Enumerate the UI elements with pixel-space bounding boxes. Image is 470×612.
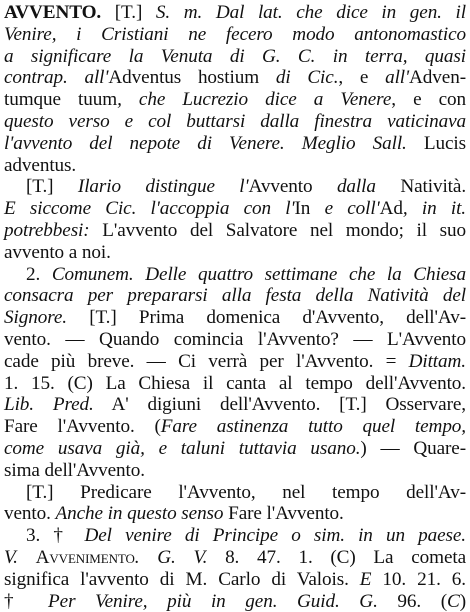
sense-3 [4,525,466,612]
text-run: Ad [379,198,403,220]
text-line [4,220,466,242]
paragraph-ilario [4,176,466,263]
text-run: adventus. [4,154,77,176]
text-line [4,373,466,395]
text-line [4,111,466,133]
text-run: Lucis [406,132,466,154]
text-run: In [294,198,325,220]
text-line [4,503,466,525]
text-run: Anche in questo senso [55,503,224,525]
text-run: dalla [336,176,401,198]
text-run: Comunem. Delle quattro settimane che la Chiesa [51,263,466,285]
text-run: AVVENTO. [4,2,102,23]
text-run: cade più breve. — Ci verrà per l'Avvento. = [4,350,409,372]
text-run: 8. 47. 1. (C) La cometa [207,546,467,568]
text-line [4,155,466,177]
text-run: e coll' [324,198,380,220]
text-run: come usava già, e taluni tuttavia usano. [4,437,361,459]
text-run: , e [338,67,386,89]
text-run: ) — Quare- [360,437,466,459]
text-run: a significare la Venuta di G. C. in terra, quasi [4,45,466,67]
text-line [4,460,466,482]
text-run: E [359,568,372,590]
text-run: , e con [391,89,466,111]
text-run: Natività. [400,176,467,198]
paragraph-predicare [4,482,466,526]
text-line [4,2,466,24]
text-run: vento. [4,503,56,525]
text-run: V. [4,546,36,568]
text-run: , che Lucrezio dice a Venere [117,89,392,111]
sense-2 [4,264,466,482]
text-line [4,329,466,351]
text-line [4,46,466,68]
text-run: † [4,590,49,612]
text-line [4,591,466,612]
text-run: potrebbesi: [4,219,103,241]
text-run: C [447,590,460,612]
text-run: Dittam. [408,350,466,372]
text-run: Del venire di Principe o sim. in un paese. [84,525,466,547]
text-line [4,89,466,111]
text-run: S. m. Dal lat. che dice in gen. il [155,2,466,23]
text-run: 2. [26,263,52,285]
text-run: l'avvento del nepote di Venere. Meglio Sall. [4,132,407,154]
text-run: L'avvento del Salvatore nel mondo; il suo [102,219,467,241]
text-run: , in it. [402,198,467,220]
text-line [4,285,466,307]
text-run: significa l'avvento di M. Carlo di Valois. [4,568,360,590]
text-line [4,176,466,198]
text-line [4,482,466,504]
text-line [4,351,466,373]
entry-avvento [4,2,466,176]
text-run: . G. V. [134,546,208,568]
text-run: avvento a noi. [4,241,111,263]
text-line [4,438,466,460]
text-run: Venire, i Cristiani ne fecero modo antonomastico [4,23,466,45]
text-run: questo verso e col buttarsi dalla finestra vaticinava [4,110,466,132]
text-run: 96. ( [377,590,447,612]
text-line [4,133,466,155]
text-line [4,394,466,416]
text-run: Avvento [248,176,337,198]
text-line [4,67,466,89]
text-run: A' digiuni dell'Avvento. [T.] Osservare, [93,394,466,416]
text-run: Lib. Pred. [4,394,94,416]
text-run: di Cic. [275,67,339,89]
text-line [4,242,466,264]
text-line [4,547,466,569]
text-run: 1. 15. (C) La Chiesa il canta al tempo dell'Avvento. [4,372,466,394]
text-line [4,264,466,286]
text-run: contrap. all' [4,67,109,89]
text-run: 10. 21. 6. [371,568,466,590]
text-run: E siccome Cic. l'accoppia con l' [4,198,295,220]
text-run: vento. — Quando comincia l'Avvento? — L'Avvento [4,328,466,350]
text-run: Per Venire, più in gen. Guid. G. [48,590,378,612]
text-run: Fare l'Avvento. ( [4,416,161,438]
text-run: 3. † [26,525,85,547]
text-run: consacra per prepararsi alla festa della Natività del [4,285,466,307]
text-run: [T.] Predicare l'Avvento, nel tempo dell'Av- [26,481,466,503]
text-run: tumque tuum [4,89,118,111]
text-run: ) [459,590,466,612]
text-run: sima dell'Avvento. [4,459,145,481]
text-run: [T.] [26,176,78,198]
text-line [4,525,466,547]
text-line [4,24,466,46]
text-run: all' [385,67,410,89]
text-line [4,198,466,220]
text-run: [T.] [101,2,156,23]
text-line [4,416,466,438]
text-line [4,307,466,329]
text-run: [T.] Prima domenica d'Avvento, dell'Av- [66,307,466,329]
text-run: Avvenimento [35,546,135,568]
text-run: Fare l'Avvento. [223,503,344,525]
text-run: Adven- [409,67,466,89]
text-run: Signore. [4,307,67,329]
text-line [4,569,466,591]
text-run: Fare astinenza tutto quel tempo, [160,416,466,438]
text-run: Adventus hostium [108,67,276,89]
text-run: Ilario distingue l' [77,176,249,198]
dictionary-page [4,2,466,612]
